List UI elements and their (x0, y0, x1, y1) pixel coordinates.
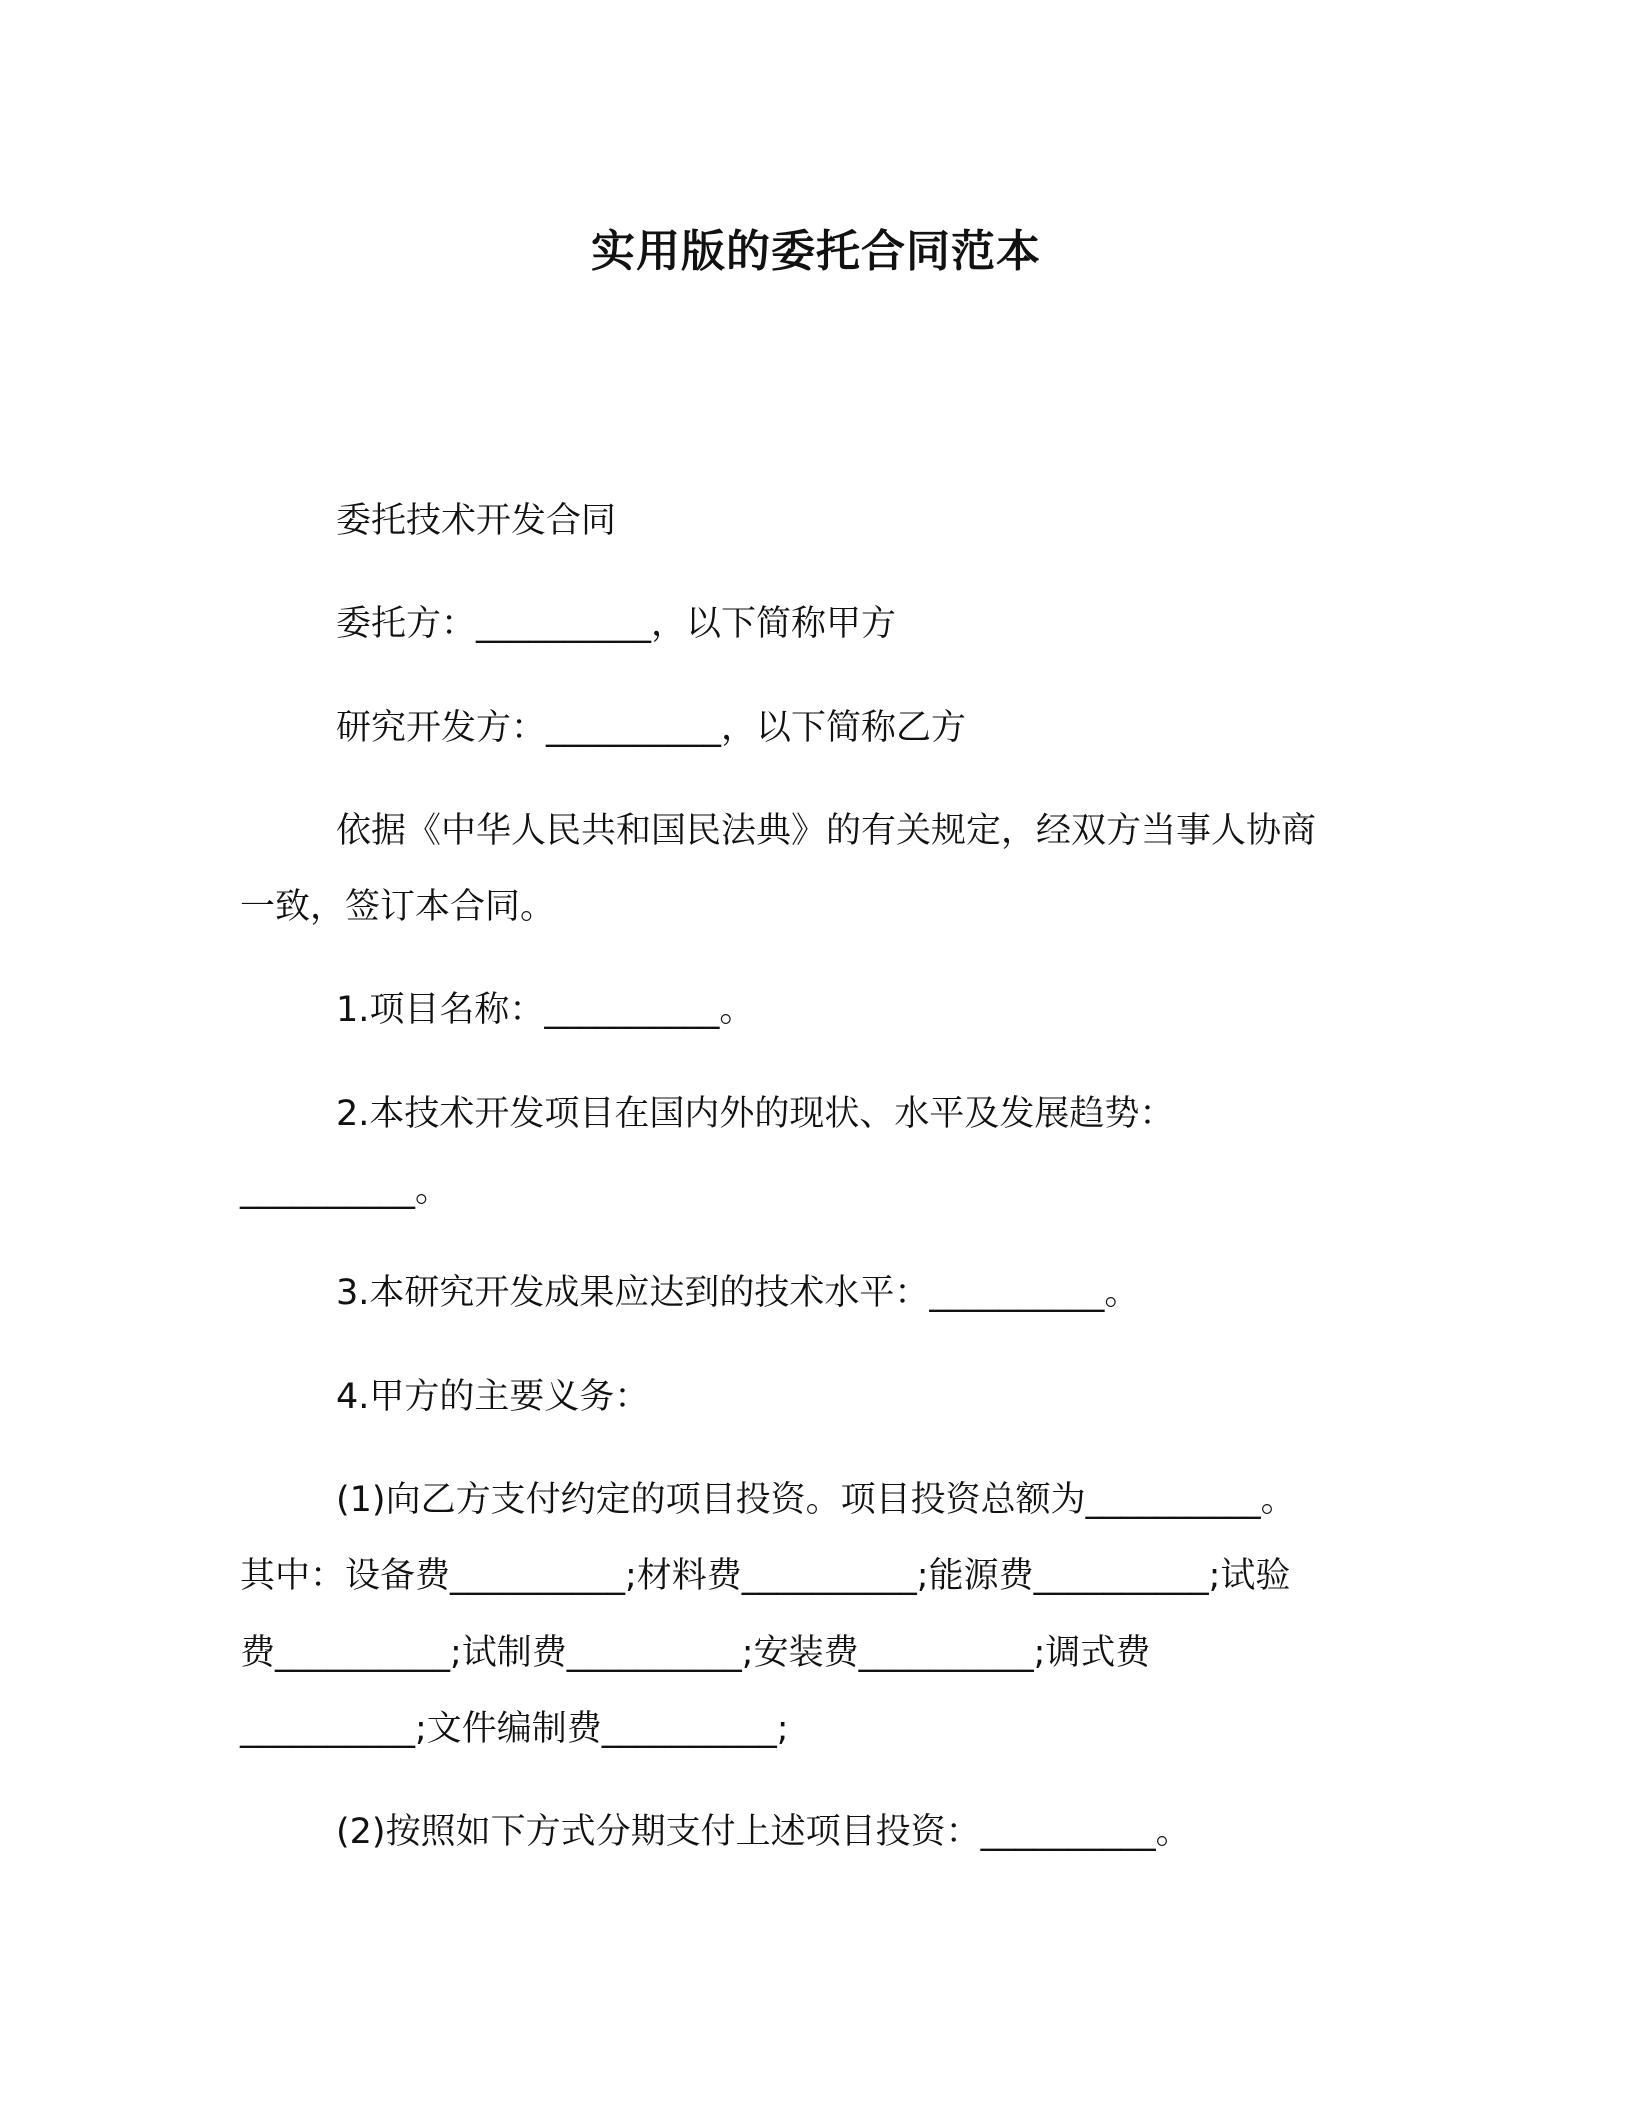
clause-4-1-costs-line-3: __________;文件编制费__________; (240, 1709, 789, 1749)
contract-heading: 委托技术开发合同 (336, 501, 617, 541)
document-title: 实用版的委托合同范本 (591, 226, 1041, 277)
clause-4-2-installments: (2)按照如下方式分期支付上述项目投资：__________。 (336, 1812, 1191, 1852)
clause-1-project-name: 1.项目名称：__________。 (336, 990, 755, 1030)
client-party-line: 委托方：__________，以下简称甲方 (336, 604, 897, 644)
developer-party-line: 研究开发方：__________，以下简称乙方 (336, 708, 967, 748)
clause-2-blank: __________。 (240, 1170, 451, 1210)
clause-2-status: 2.本技术开发项目在国内外的现状、水平及发展趋势： (336, 1094, 1175, 1134)
clause-4-1-investment: (1)向乙方支付约定的项目投资。项目投资总额为__________。 (336, 1480, 1296, 1520)
clause-4-1-costs-line-2: 费__________;试制费__________;安装费__________;调式费 (240, 1633, 1151, 1673)
clause-4-party-a-duties: 4.甲方的主要义务： (336, 1377, 650, 1417)
clause-3-tech-level: 3.本研究开发成果应达到的技术水平：__________。 (336, 1273, 1140, 1313)
legal-basis-line: 依据《中华人民共和国民法典》的有关规定，经双方当事人协商 (336, 811, 1317, 851)
legal-basis-continuation: 一致，签订本合同。 (240, 887, 556, 927)
clause-4-1-costs-line-1: 其中：设备费__________;材料费__________;能源费__________;试验 (240, 1556, 1291, 1596)
